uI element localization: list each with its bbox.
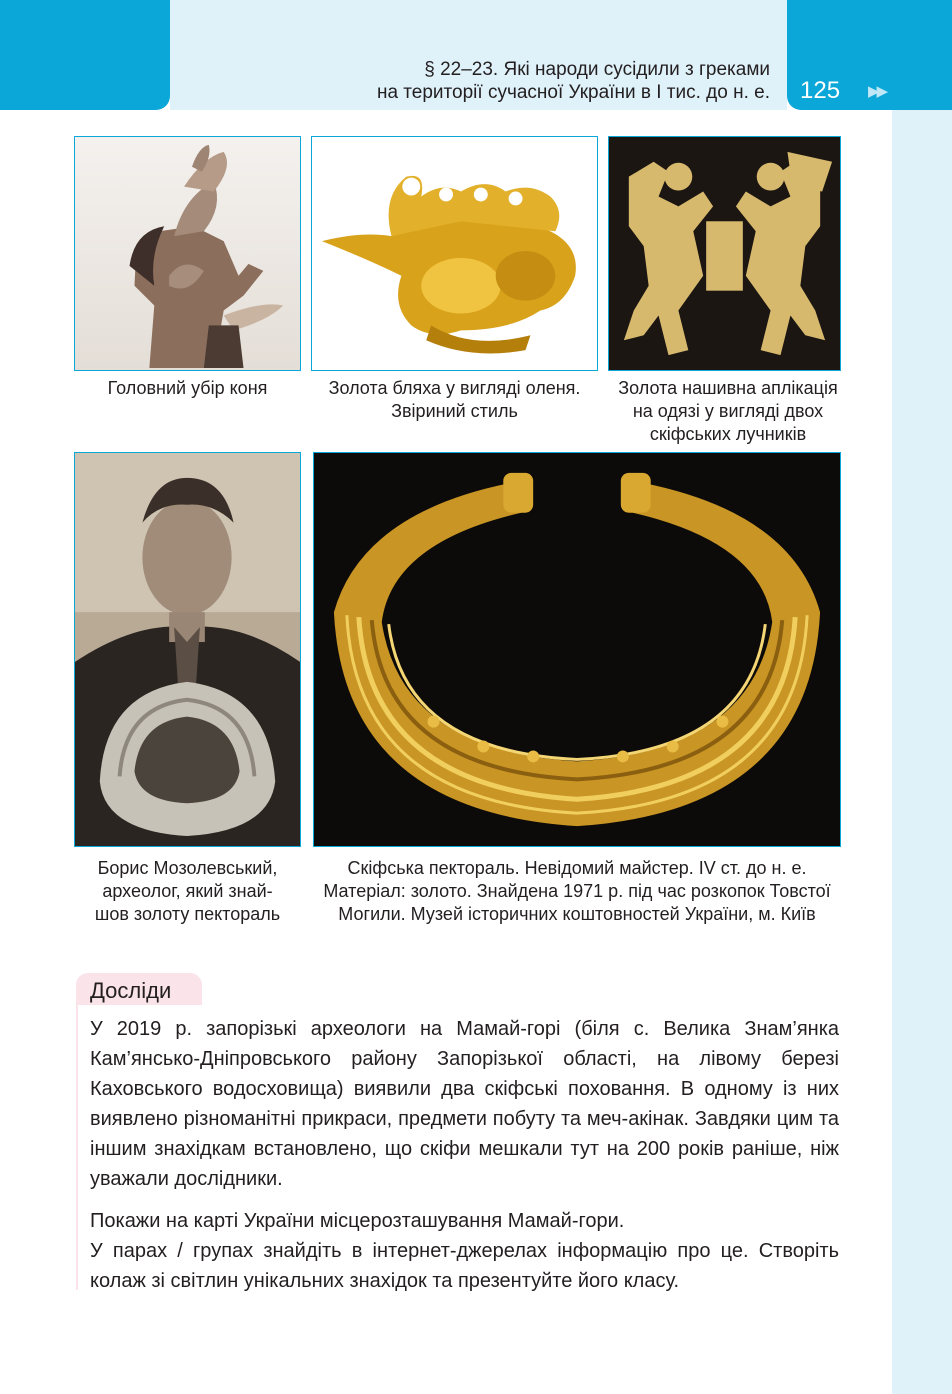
caption-line: Матеріал: золото. Знайдена 1971 р. під час розкопок Товстої (323, 881, 831, 901)
caption-line: археолог, який знай- (102, 881, 273, 901)
caption-line: скіфських лучників (649, 424, 807, 444)
archaeologist-caption (74, 857, 301, 926)
horse-headdress-photo (74, 136, 301, 371)
research-left-rule (76, 1005, 78, 1290)
archaeologist-photo (74, 452, 301, 847)
header-left-tab (0, 0, 170, 110)
section-title (210, 58, 770, 104)
page-number: 125 (800, 77, 841, 104)
deer-plaque-photo (311, 136, 598, 371)
archers-applique-photo (608, 136, 841, 371)
right-margin-strip (892, 110, 952, 1394)
caption-line: Головний убір коня (107, 378, 268, 398)
section-title-line2: на території сучасної України в І тис. до н. е. (376, 82, 770, 103)
caption-line: Золота бляха у вигляді оленя. (328, 378, 581, 398)
research-heading: Досліди (90, 978, 172, 1003)
research-paragraph-2: Покажи на карті України місцерозташування Мамай-гори. (90, 1210, 625, 1232)
caption-line: Скіфська пектораль. Невідомий майстер. IV ст. до н. е. (347, 858, 807, 878)
research-paragraph-3: У парах / групах знайдіть в інтернет-джерелах інформацію про це. Створіть колаж зі світлин унікальних знахідок та презентуйте його класу. (90, 1240, 839, 1292)
next-arrow-icon: ▶▶ (868, 83, 886, 100)
archers-caption (608, 377, 848, 446)
pectoral-photo (313, 452, 841, 847)
caption-line: Звіриний стиль (391, 401, 518, 421)
section-title-line1: § 22–23. Які народи сусідили з греками (424, 59, 770, 80)
caption-line: Борис Мозолевський, (97, 858, 278, 878)
research-paragraph-1: У 2019 р. запорізькі археологи на Мамай-горі (біля с. Велика Знам’янка Кам’янсько-Дніпровського району Запорізької області, на лівому березі Каховського водосховища) виявили два скіфські поховання. В одному із них виявлено різноманітні прикраси, предмети побуту та меч-акінак. Завдяки цим та іншим знахідкам встановлено, що скіфи мешкали тут на 200 років раніше, ніж уважали дослідники. (90, 1018, 839, 1190)
caption-line: на одязі у вигляді двох (632, 401, 824, 421)
caption-line: Золота нашивна аплікація (618, 378, 838, 398)
caption-line: Могили. Музей історичних коштовностей України, м. Київ (338, 904, 816, 924)
caption-line: шов золоту пектораль (94, 904, 281, 924)
deer-plaque-caption (311, 377, 598, 423)
pectoral-caption (313, 857, 841, 926)
horse-headdress-caption (74, 377, 301, 400)
